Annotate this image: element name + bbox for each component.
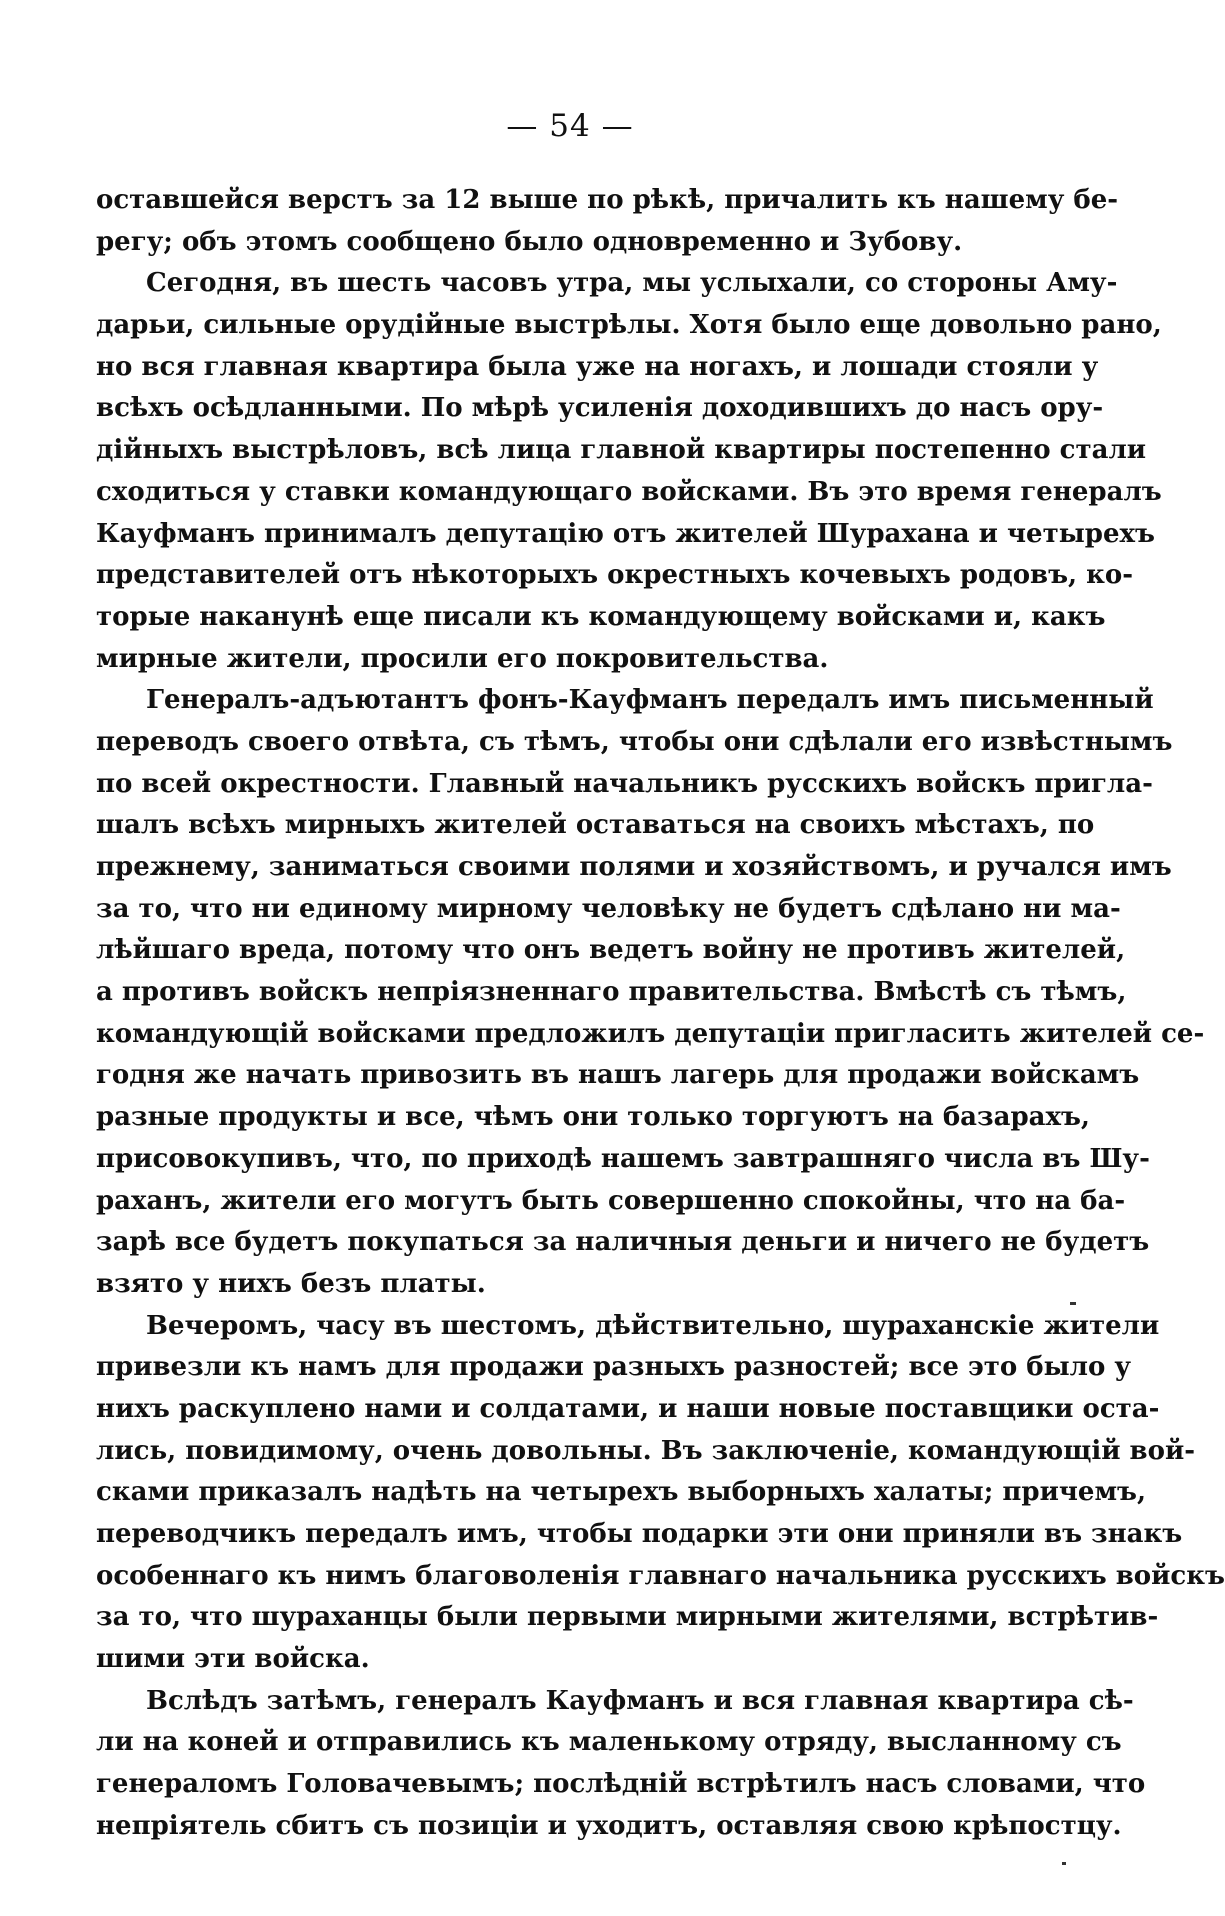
paragraph-2 — [96, 263, 1162, 680]
text-line: за то, что ни единому мирному человѣку не будетъ сдѣлано ни ма- — [96, 893, 1121, 924]
text-line: особеннаго къ нимъ благоволенія главнаго начальника русскихъ войскъ — [96, 1560, 1225, 1591]
paragraph-1 — [96, 180, 1119, 263]
text-line: переводчикъ передалъ имъ, чтобы подарки эти они приняли въ знакъ — [96, 1519, 1183, 1549]
text-line: нихъ раскуплено нами и солдатами, и наши новые поставщики оста- — [96, 1393, 1160, 1424]
text-line: оставшейся верстъ за 12 выше по рѣкѣ, причалить къ нашему бе- — [96, 185, 1119, 215]
body-text — [96, 180, 1225, 1848]
text-line: шалъ всѣхъ мирныхъ жителей оставаться на своихъ мѣстахъ, по — [96, 810, 1095, 841]
text-line: зарѣ все будетъ покупаться за наличныя деньги и ничего не будетъ — [96, 1227, 1150, 1258]
text-line: Генералъ-адъютантъ фонъ-Кауфманъ передалъ имъ письменный — [146, 685, 1154, 716]
text-line: лѣйшаго вреда, потому что онъ ведетъ войну не противъ жителей, — [96, 935, 1126, 966]
text-line: а противъ войскъ непріязненнаго правительства. Вмѣстѣ съ тѣмъ, — [96, 977, 1127, 1008]
text-line: командующій войсками предложилъ депутаціи пригласить жителей се- — [96, 1018, 1205, 1049]
text-line: привезли къ намъ для продажи разныхъ разностей; все это было у — [96, 1352, 1132, 1383]
text-line: ли на коней и отправились къ маленькому отряду, высланному съ — [96, 1727, 1122, 1758]
text-line: присовокупивъ, что, по приходѣ нашемъ завтрашняго числа въ Шу- — [96, 1143, 1150, 1174]
text-line: за то, что шураханцы были первыми мирными жителями, встрѣтив- — [96, 1602, 1159, 1633]
text-line: мирные жители, просили его покровительства. — [96, 643, 829, 674]
text-line: Кауфманъ принималъ депутацію отъ жителей Шурахана и четырехъ — [96, 518, 1155, 549]
page-number: — 54 — — [506, 108, 634, 144]
text-line: по всей окрестности. Главный начальникъ русскихъ войскъ пригла- — [96, 768, 1153, 799]
scan-speck — [1062, 1862, 1066, 1865]
text-line: годня же начать привозить въ нашъ лагерь для продажи войскамъ — [96, 1060, 1140, 1091]
text-line: дарьи, сильные орудійные выстрѣлы. Хотя было еще довольно рано, — [96, 310, 1162, 341]
scan-speck — [1070, 1302, 1076, 1305]
paragraph-4 — [96, 1306, 1225, 1681]
text-line: сходиться у ставки командующаго войсками. Въ это время генералъ — [96, 476, 1162, 507]
paragraph-5 — [96, 1681, 1146, 1848]
text-line: представителей отъ нѣкоторыхъ окрестныхъ кочевыхъ родовъ, ко- — [96, 560, 1134, 591]
text-line: взято у нихъ безъ платы. — [96, 1268, 486, 1299]
text-line: сками приказалъ надѣть на четырехъ выборныхъ халаты; причемъ, — [96, 1477, 1147, 1508]
text-line: переводъ своего отвѣта, съ тѣмъ, чтобы они сдѣлали его извѣстнымъ — [96, 726, 1173, 757]
text-line: Вечеромъ, часу въ шестомъ, дѣйствительно, шураханскіе жители — [146, 1310, 1160, 1341]
text-line: разные продукты и все, чѣмъ они только торгуютъ на базарахъ, — [96, 1102, 1090, 1133]
text-line: Вслѣдъ затѣмъ, генералъ Кауфманъ и вся главная квартира сѣ- — [146, 1685, 1134, 1716]
text-line: непріятель сбитъ съ позиціи и уходитъ, оставляя свою крѣпостцу. — [96, 1810, 1122, 1841]
text-line: всѣхъ осѣдланными. По мѣрѣ усиленія доходившихъ до насъ ору- — [96, 393, 1104, 424]
text-line: генераломъ Головачевымъ; послѣдній встрѣтилъ насъ словами, что — [96, 1769, 1146, 1800]
paragraph-3 — [96, 680, 1205, 1305]
text-line: дійныхъ выстрѣловъ, всѣ лица главной квартиры постепенно стали — [96, 435, 1147, 466]
text-line: торые наканунѣ еще писали къ командующему войсками и, какъ — [96, 601, 1106, 632]
text-line: но вся главная квартира была уже на ногахъ, и лошади стояли у — [96, 351, 1099, 382]
text-line: Сегодня, въ шесть часовъ утра, мы услыхали, со стороны Аму- — [146, 268, 1118, 299]
text-line: лись, повидимому, очень довольны. Въ заключеніе, командующій вой- — [96, 1435, 1196, 1466]
text-line: регу; объ этомъ сообщено было одновременно и Зубову. — [96, 226, 963, 257]
text-line: шими эти войска. — [96, 1644, 370, 1675]
text-line: раханъ, жители его могутъ быть совершенно спокойны, что на ба- — [96, 1185, 1126, 1216]
text-line: прежнему, заниматься своими полями и хозяйствомъ, и ручался имъ — [96, 852, 1172, 882]
